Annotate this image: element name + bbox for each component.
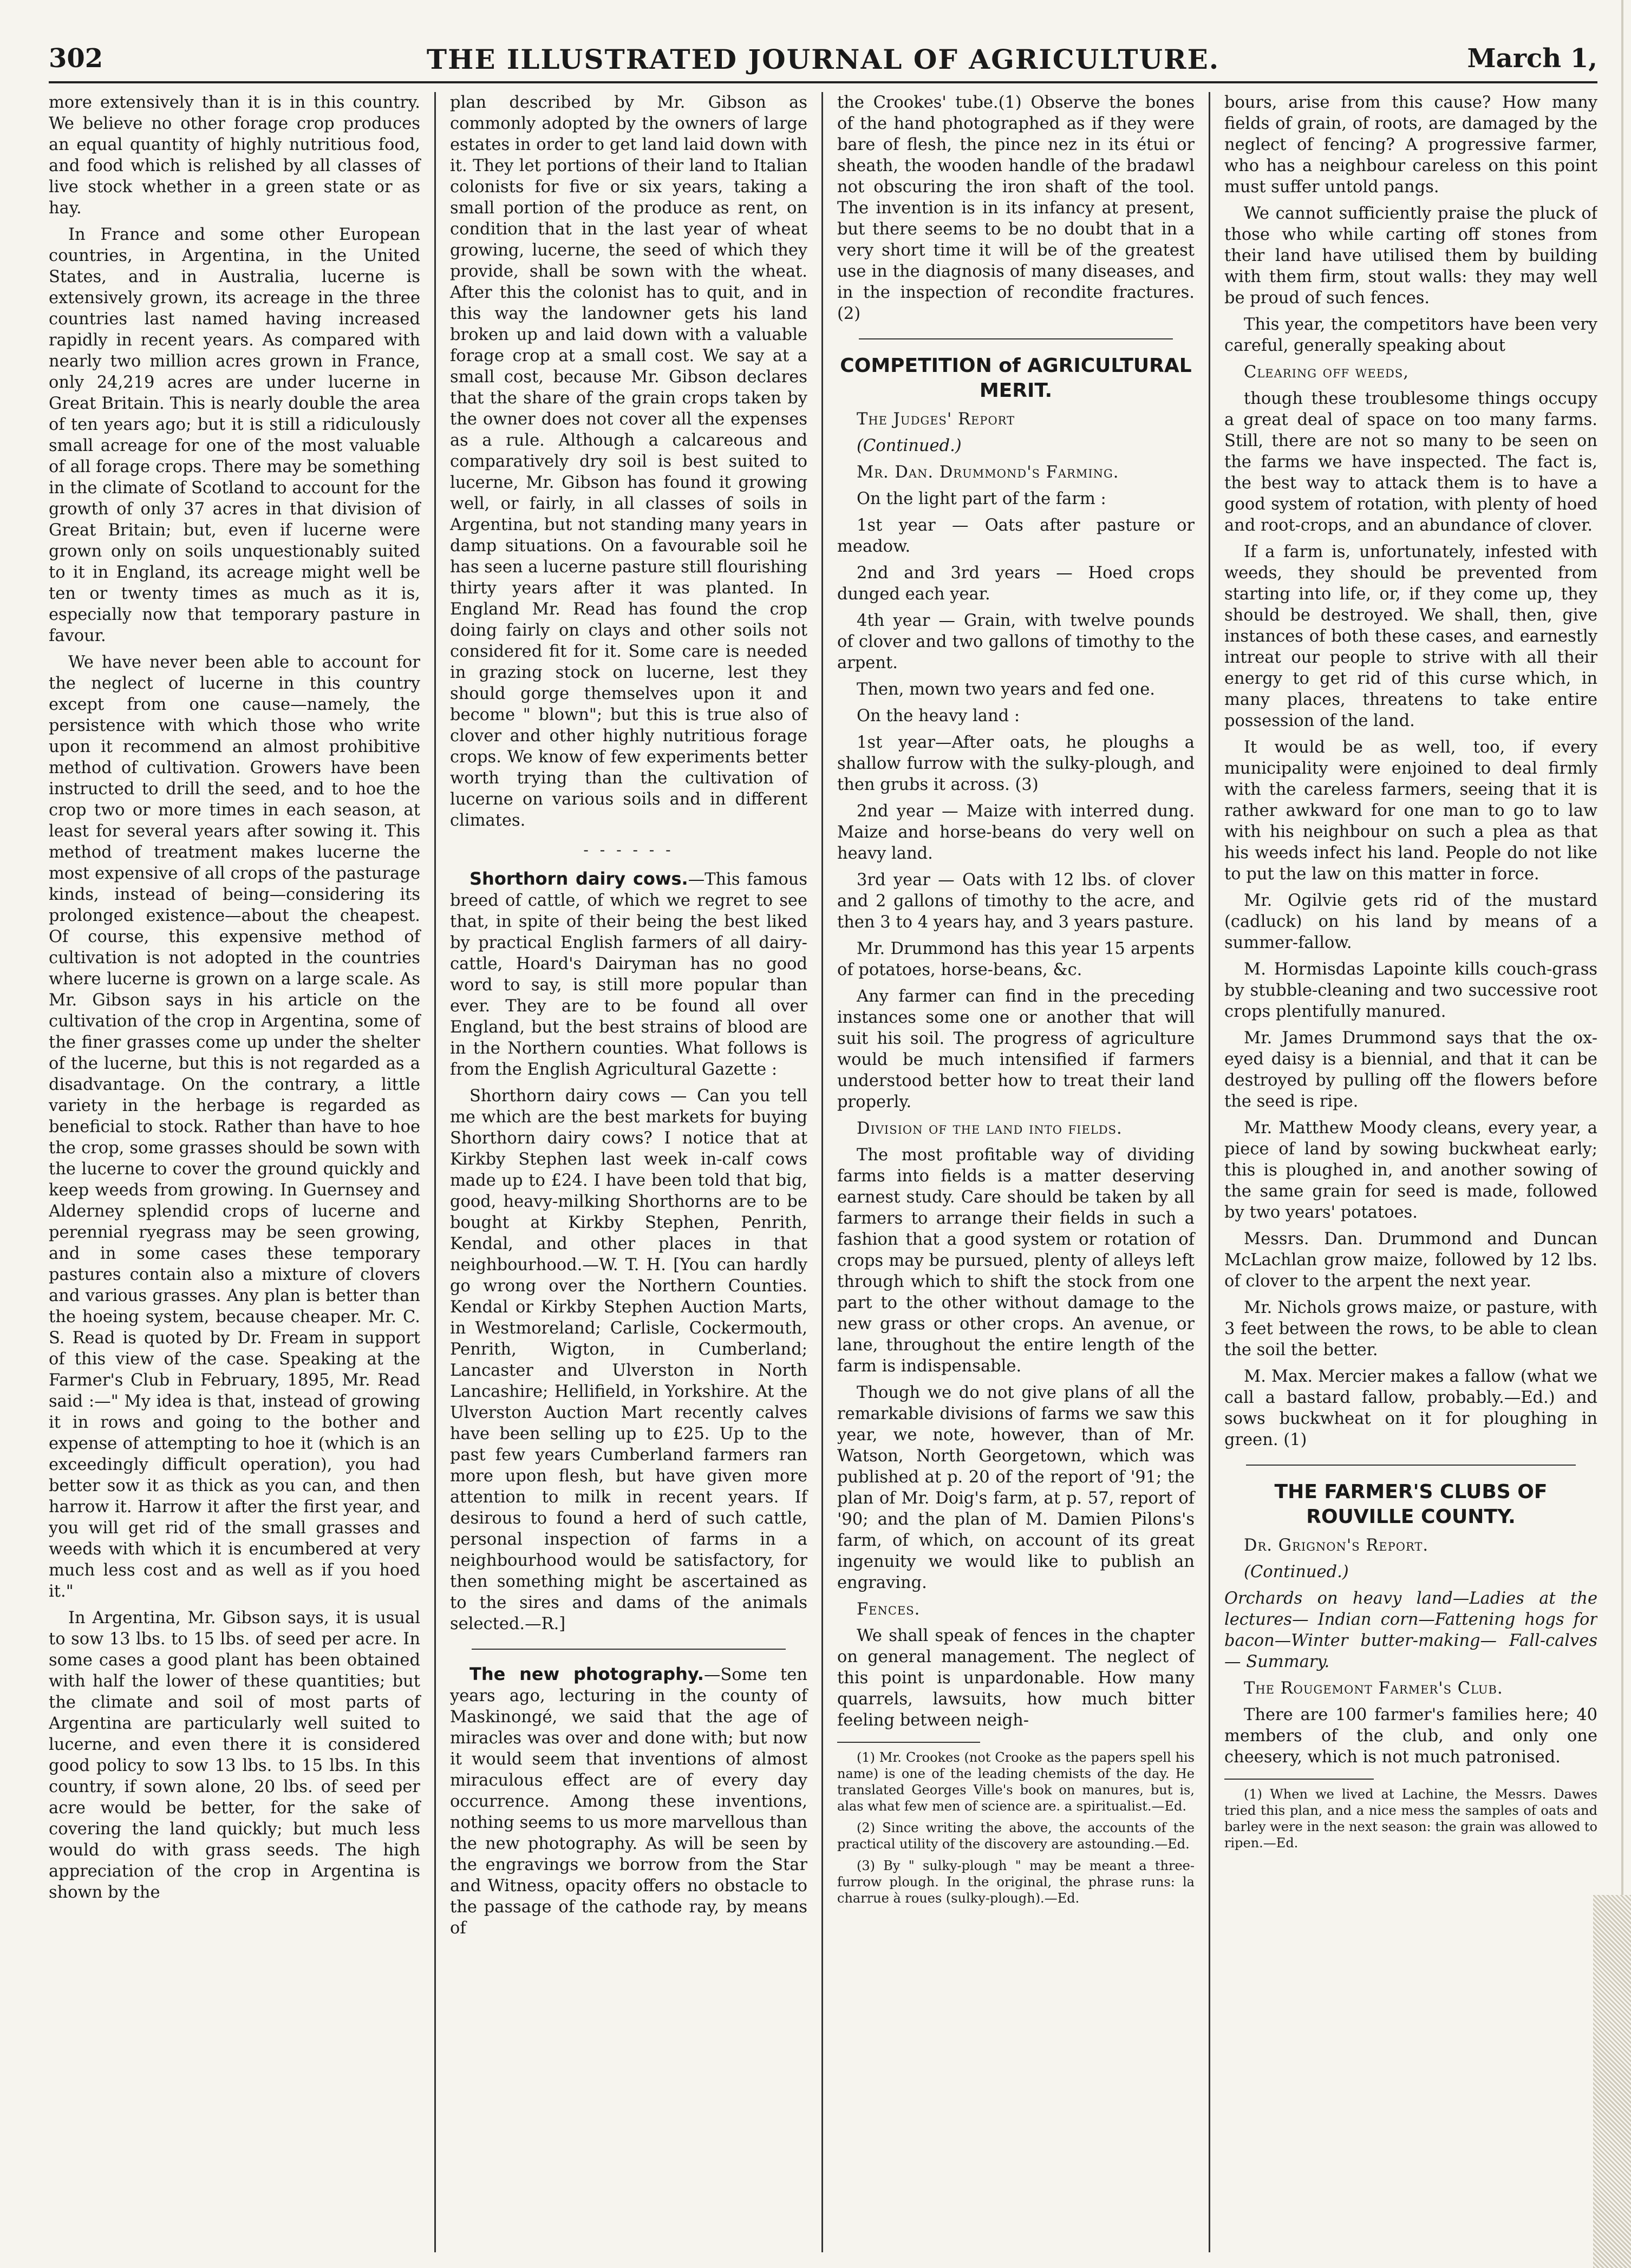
competition-title: COMPETITION of AGRICULTURAL MERIT. <box>840 355 1192 402</box>
weeds-paragraph: Mr. Ogilvie gets rid of the mustard (cadluck) on his land by means of a summer-fallow. <box>1224 891 1597 952</box>
shorthorn-letter: Shorthorn dairy cows — Can you tell me which are the best markets for buying Shorthorn dairy cows? I notice that at Kirkby Stephen last week in-calf cows made up to £24. I have been told that big, good, heavy-milking Shorthorns are to be bought at Kirkby Stephen, Penrith, Kendal, and other places in that neighbourhood.—W. T. H. [You can hardly go wrong over the Northern Counties. Kendal or Kirkby Stephen Auction Marts, in Westmoreland; Carlisle, Cockermouth, Penrith, Wigton, in Cumberland; Lancaster and Ulverston in North Lancashire; Hellifield, in Yorkshire. At the Ulverston Auction Mart recently calves have been selling up to £25. Up to the past few years Cumberland farmers ran more upon flesh, but have given more attention to milk in recent years. If desirous to found a herd of such cattle, personal inspection of farms in a neighbourhood would be satisfactory, for then something might be ascertained as to the sires and dams of the animals selected.—R.] <box>450 1087 807 1633</box>
rougemont-paragraph: There are 100 farmer's families here; 40 members of the club, and only one cheesery, which is not much patronised. <box>1224 1705 1597 1767</box>
page-header <box>49 32 1597 83</box>
photography-lead: The new photography. <box>469 1664 704 1684</box>
drummond-heading: Mr. Dan. Drummond's Farming. <box>857 463 1119 482</box>
lucerne-paragraph: more extensively than it is in this country. We believe no other forage crop produces an equal quantity of highly nutritious food, and food which is relished by all classes of live stock whether in a green state or as hay. <box>49 93 420 218</box>
rotation-line: 2nd and 3rd years — Hoed crops dunged each year. <box>837 564 1195 604</box>
shorthorn-paragraph <box>450 868 807 1080</box>
lucerne-paragraph: We have never been able to account for the neglect of lucerne in this country except from one cause—namely, the persistence with which those who write upon it recommend an almost prohibitive method of cultivation. Growers have been instructed to drill the seed, and to hoe the crop two or more times in each season, at least for several years after sowing it. This method of treatment makes lucerne the most expensive of all crops of the pasturage kinds, instead of being—considering its prolonged existence—about the cheapest. Of course, this expensive method of cultivation is not adopted in the countries where lucerne is grown on a large scale. As Mr. Gibson says in his article on the cultivation of the crop in Argentina, some of the finer grasses come up under the shelter of the lucerne, but this is not regarded as a disadvantage. On the contrary, a little variety in the herbage is regarded as beneficial to stock. Rather than have to hoe the crop, some grasses should be sown with the lucerne to cover the ground quickly and keep weeds from growing. In Guernsey and Alderney splendid crops of lucerne and perennial ryegrass may be seen growing, and in some cases these temporary pastures contain also a mixture of clovers and various grasses. Any plan is better than the hoeing system, because cheaper. Mr. C. S. Read is quoted by Dr. Fream in support of this view of the case. Speaking at the Farmer's Club in February, 1895, Mr. Read said :—" My idea is that, instead of growing it in rows and going to the bother and expense of attempting to hoe it (which is an exceedingly difficult operation), you had better sow it as thick as you can, and then harrow it. Harrow it after the first year, and you will get rid of the small grasses and weeds with which it is encumbered at very much less cost and as well as if you hoed it." <box>49 653 420 1601</box>
footnote-separator <box>837 1742 980 1743</box>
weeds-paragraph: Mr. Matthew Moody cleans, every year, a piece of land by sowing buckwheat early; this is ploughed in, and another sowing of the same grain for seed is made, followed by two years' potatoes. <box>1224 1119 1597 1222</box>
weeds-paragraph: Mr. James Drummond says that the ox-eyed daisy is a biennial, and that it can be destroyed by pulling off the flowers before the seed is ripe. <box>1224 1029 1597 1111</box>
rotation-line: 4th year — Grain, with twelve pounds of clover and two gallons of timothy to the arpent. <box>837 611 1195 672</box>
fences-heading: Fences. <box>857 1600 921 1619</box>
lucerne-paragraph: plan described by Mr. Gibson as commonly adopted by the owners of large estates in order to get land laid down with it. They let portions of their land to Italian colonists for five or six years, taking a small portion of the produce as rent, on condition that in the last year of wheat growing, lucerne, the seed of which they provide, shall be sown with the wheat. After this the colonist has to quit, and in this way the landowner gets his land broken up and laid down with a valuable forage crop at a small cost. We say at a small cost, because Mr. Gibson declares that the share of the grain crops taken by the owner does not cover all the expenses as a rule. Although a calcareous and comparatively dry soil is best suited to lucerne, Mr. Gibson has found it growing well, or fairly, in all classes of soils in Argentina, but not standing many years in damp situations. On a favourable soil he has seen a lucerne pasture still flourishing thirty years after it was planted. In England Mr. Read has found the crop doing fairly on clays and other soils not considered fit for it. Some care is needed in grazing stock on lucerne, lest they should gorge themselves upon it and become " blown"; but this is true also of clover and other highly nutritious forage crops. We know of few experiments better worth trying than the cultivation of lucerne on various soils and in different climates. <box>450 93 807 830</box>
issue-date: March 1, <box>1467 43 1597 74</box>
footnote: (2) Since writing the above, the accounts of the practical utility of the discovery are astounding.—Ed. <box>837 1820 1195 1852</box>
rotation-line: 3rd year — Oats with 12 lbs. of clover and 2 gallons of timothy to the acre, and then 3 to 4 years hay, and 3 years pasture. <box>837 871 1195 932</box>
journal-title: THE ILLUSTRATED JOURNAL OF AGRICULTURE. <box>426 43 1220 75</box>
footnote: (3) By " sulky-plough " may be meant a three-furrow plough. In the original, the phrase runs: la charrue à roues (sulky-plough).—Ed. <box>837 1858 1195 1906</box>
continued-note: (Continued.) <box>1244 1563 1349 1581</box>
scan-margin-artifact <box>1593 1895 1631 2268</box>
footnote: (1) Mr. Crookes (not Crooke as the papers spell his name) is one of the leading chemists of the day. He translated Georges Ville's book on manures, but is, alas what few men of science are. a spiritualist.—Ed. <box>837 1750 1195 1814</box>
division-paragraph: The most profitable way of dividing farms into fields is a matter deserving earnest study. Care should be taken by all farmers to arrange their fields in such a fashion that a good system or rotation of crops may be pursued, plenty of alleys left through which to shift the stock from one part to the other without damage to the new grass or other crops. An avenue, or lane, throughout the entire length of the farm is indispensable. <box>837 1146 1195 1376</box>
grignon-heading: Dr. Grignon's Report. <box>1244 1536 1429 1555</box>
shorthorn-text: —This famous breed of cattle, of which we regret to see that, in spite of their being the best liked by practical English farmers of all dairy-cattle, Hoard's Dairyman has no good word to say, is still more popular than ever. They are to be found all over England, but the best strains of blood are in the Northern counties. What follows is from the English Agricultural Gazette : <box>450 870 808 1079</box>
rotation-line: On the light part of the farm : <box>857 489 1106 508</box>
column-4 <box>1210 92 1597 2252</box>
rotation-line: 1st year—After oats, he ploughs a shallow furrow with the sulky-plough, and then grubs it across. (3) <box>837 733 1195 794</box>
fences-paragraph: We cannot sufficiently praise the pluck of those who while carting off stones from their land have utilised them by building with them firm, stout walls: they may well be proud of such fences. <box>1224 204 1597 308</box>
weeds-intro: This year, the competitors have been very careful, generally speaking about <box>1224 315 1597 355</box>
continued-note: (Continued.) <box>857 436 962 455</box>
photography-paragraph <box>450 1664 807 1939</box>
column-3 <box>823 92 1210 2252</box>
rougemont-heading: The Rougemont Farmer's Club. <box>1244 1679 1503 1698</box>
weeds-paragraph: though these troublesome things occupy a great deal of space on too many farms. Still, there are not so many to be seen on the farms we have inspected. The fact is, the best way to attack them is to have a good system of rotation, with plenty of hoed and root-crops, and an abundance of clover. <box>1224 389 1597 535</box>
section-separator: - - - - - - <box>583 841 674 859</box>
rotation-line: 2nd year — Maize with interred dung. Maize and horse-beans do very well on heavy land. <box>837 802 1195 863</box>
contents-summary: Orchards on heavy land—Ladies at the lectures— Indian corn—Fattening hogs for bacon—Winter butter-making— Fall-calves — Summary. <box>1224 1589 1597 1671</box>
clearing-heading: Clearing off weeds, <box>1244 363 1409 382</box>
footnote-separator <box>1224 1779 1374 1780</box>
page-number: 302 <box>49 43 103 74</box>
weeds-paragraph: If a farm is, unfortunately, infested with weeds, they should be prevented from starting into life, or, if they come up, they should be destroyed. We shall, then, give instances of both these cases, and earnestly intreat our people to strive with all their energy to get rid of this curse which, in many places, threatens to take entire possession of the land. <box>1224 543 1597 730</box>
weeds-paragraph: It would be as well, too, if every municipality were enjoined to deal firmly with the careless farmers, seeing that it is rather awkward for one man to go to law with his neighbour on such a plea as that his weeds infect his land. People do not like to put the law on this matter in force. <box>1224 738 1597 884</box>
rotation-line: Any farmer can find in the preceding instances some one or another that will suit his soil. The progress of agriculture would be much intensified if farmers understood better how to treat their land properly. <box>837 987 1195 1112</box>
divider <box>859 338 1173 339</box>
fences-continued: bours, arise from this cause? How many fields of grain, of roots, are damaged by the neglect of fencing? A progressive farmer, who has a neighbour careless on this point must suffer untold pangs. <box>1224 93 1597 197</box>
photography-continued: the Crookes' tube.(1) Observe the bones of the hand photographed as if they were bare of flesh, the pince nez in its étui or sheath, the wooden handle of the bradawl not obscuring the iron shaft of the tool. The invention is in its infancy at present, but there seems to be no doubt that in a very short time it will be of the greatest use in the diagnosis of many diseases, and in the inspection of recondite fractures. (2) <box>837 93 1195 323</box>
division-heading: Division of the land into fields. <box>857 1119 1123 1138</box>
division-paragraph: Though we do not give plans of all the remarkable divisions of farms we saw this year, we note, however, than of Mr. Watson, North Georgetown, which was published at p. 20 of the report of '91; the plan of Mr. Doig's farm, at p. 57, report of '90; and the plan of M. Damien Pilons's farm, of which, on account of its great ingenuity we would like to publish an engraving. <box>837 1383 1195 1592</box>
column-1 <box>49 92 436 2252</box>
weeds-paragraph: M. Max. Mercier makes a fallow (what we call a bastard fallow, probably.—Ed.) and sows buckwheat on it for ploughing in green. (1) <box>1224 1367 1597 1449</box>
clubs-title: THE FARMER'S CLUBS OF ROUVILLE COUNTY. <box>1274 1481 1548 1528</box>
rotation-line: Then, mown two years and fed one. <box>857 680 1155 699</box>
shorthorn-lead: Shorthorn dairy cows. <box>469 868 688 889</box>
weeds-paragraph: M. Hormisdas Lapointe kills couch-grass by stubble-cleaning and two successive root crops plentifully manured. <box>1224 960 1597 1021</box>
lucerne-paragraph: In Argentina, Mr. Gibson says, it is usual to sow 13 lbs. to 15 lbs. of seed per acre. In some cases a good plant has been obtained with half the lower of these quantities; but the climate and soil of most parts of Argentina are particularly well suited to lucerne, and even there it is considered good policy to sow 13 lbs. to 15 lbs. In this country, if sown alone, 20 lbs. of seed per acre would be better, for the sake of covering the land quickly; but much less would do with grass seeds. The high appreciation of the crop in Argentina is shown by the <box>49 1609 420 1902</box>
fences-paragraph: We shall speak of fences in the chapter on general management. The neglect of this point is unpardonable. How many quarrels, lawsuits, how much bitter feeling between neigh- <box>837 1626 1195 1730</box>
rotation-line: 1st year — Oats after pasture or meadow. <box>837 516 1195 556</box>
weeds-paragraph: Mr. Nichols grows maize, or pasture, with 3 feet between the rows, to be able to clean the soil the better. <box>1224 1298 1597 1360</box>
rotation-line: Mr. Drummond has this year 15 arpents of potatoes, horse-beans, &c. <box>837 939 1195 979</box>
column-2 <box>436 92 823 2252</box>
lucerne-paragraph: In France and some other European countries, in Argentina, in the United States, and in Australia, lucerne is extensively grown, its acreage in the three countries last named having increased rapidly in recent years. As compared with nearly two million acres grown in France, only 24,219 acres are under lucerne in Great Britain. This is nearly double the area of ten years ago; but it is still a ridiculously small acreage for one of the most valuable of all forage crops. There may be something in the climate of Scotland to account for the growth of only 37 acres in that division of Great Britain; but, even if lucerne were grown only on soils unquestionably suited to it in England, its acreage might well be ten or twenty times as much as it is, especially now that temporary pasture in favour. <box>49 225 420 645</box>
photography-text: —Some ten years ago, lecturing in the county of Maskinongé, we said that the age of miracles was over and done with; but now it would seem that inventions of almost miraculous effect are of every day occurrence. Among these inventions, nothing seems to us more marvellous than the new photography. As will be seen by the engravings we borrow from the Star and Witness, opacity offers no obstacle to the passage of the cathode ray, by means of <box>450 1665 808 1938</box>
weeds-paragraph: Messrs. Dan. Drummond and Duncan McLachlan grow maize, followed by 12 lbs. of clover to the arpent the next year. <box>1224 1230 1597 1291</box>
divider <box>472 1649 786 1650</box>
rotation-line: On the heavy land : <box>857 707 1020 726</box>
article-columns <box>49 92 1597 2252</box>
divider <box>1246 1465 1576 1466</box>
footnote: (1) When we lived at Lachine, the Messrs. Dawes tried this plan, and a nice mess the samples of oats and barley were in the next season: the grain was allowed to ripen.—Ed. <box>1224 1787 1597 1851</box>
judges-report-heading: The Judges' Report <box>857 410 1015 429</box>
